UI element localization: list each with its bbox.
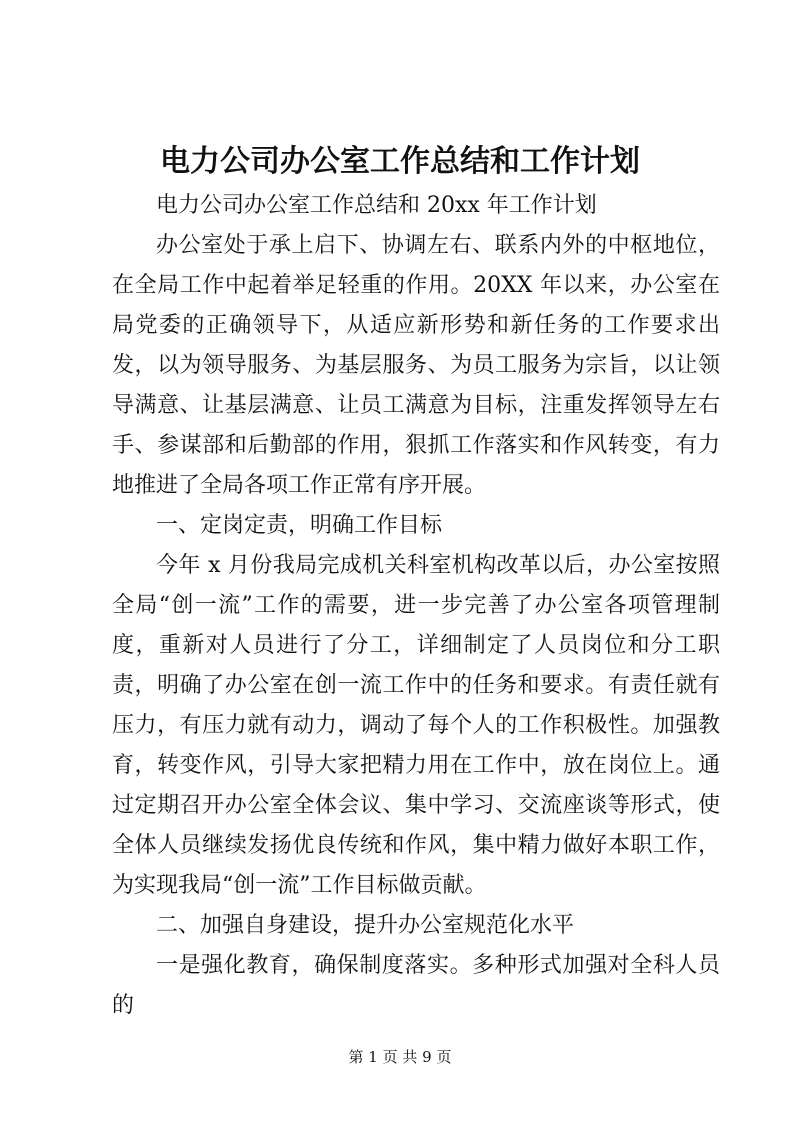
document-title: 电力公司办公室工作总结和工作计划 [160,144,640,179]
section-2-paragraph: 一是强化教育，确保制度落实。多种形式加强对全科人员的 [112,953,720,1018]
section-1-heading: 一、定岗定责，明确工作目标 [156,513,443,538]
section-1-paragraph: 今年 x 月份我局完成机关科室机构改革以后，办公室按照全局“创一流”工作的需要，进一步完善了办公室各项管理制度，重新对人员进行了分工，详细制定了人员岗位和分工职责，明确了办公室在创一流工作中的任务和要求。有责任就有压力，有压力就有动力，调动了每个人的工作积极性。加强教育，转变作风，引导大家把精力用在工作中，放在岗位上。通过定期召开办公室全体会议、集中学习、交流座谈等形式，使全体人员继续发扬优良传统和作风，集中精力做好本职工作，为实现我局“创一流”工作目标做贡献。 [112,553,720,898]
document-body [112,186,720,1026]
document-subtitle: 电力公司办公室工作总结和 20xx 年工作计划 [156,193,597,218]
intro-paragraph: 办公室处于承上启下、协调左右、联系内外的中枢地位，在全局工作中起着举足轻重的作用。20XX 年以来，办公室在局党委的正确领导下，从适应新形势和新任务的工作要求出发，以为领导服务、为基层服务、为员工服务为宗旨，以让领导满意、让基层满意、让员工满意为目标，注重发挥领导左右手、参谋部和后勤部的作用，狠抓工作落实和作风转变，有力地推进了全局各项工作正常有序开展。 [112,233,720,498]
section-2-heading: 二、加强自身建设，提升办公室规范化水平 [156,913,575,938]
page-number-footer: 第 1 页 共 9 页 [348,1048,452,1066]
